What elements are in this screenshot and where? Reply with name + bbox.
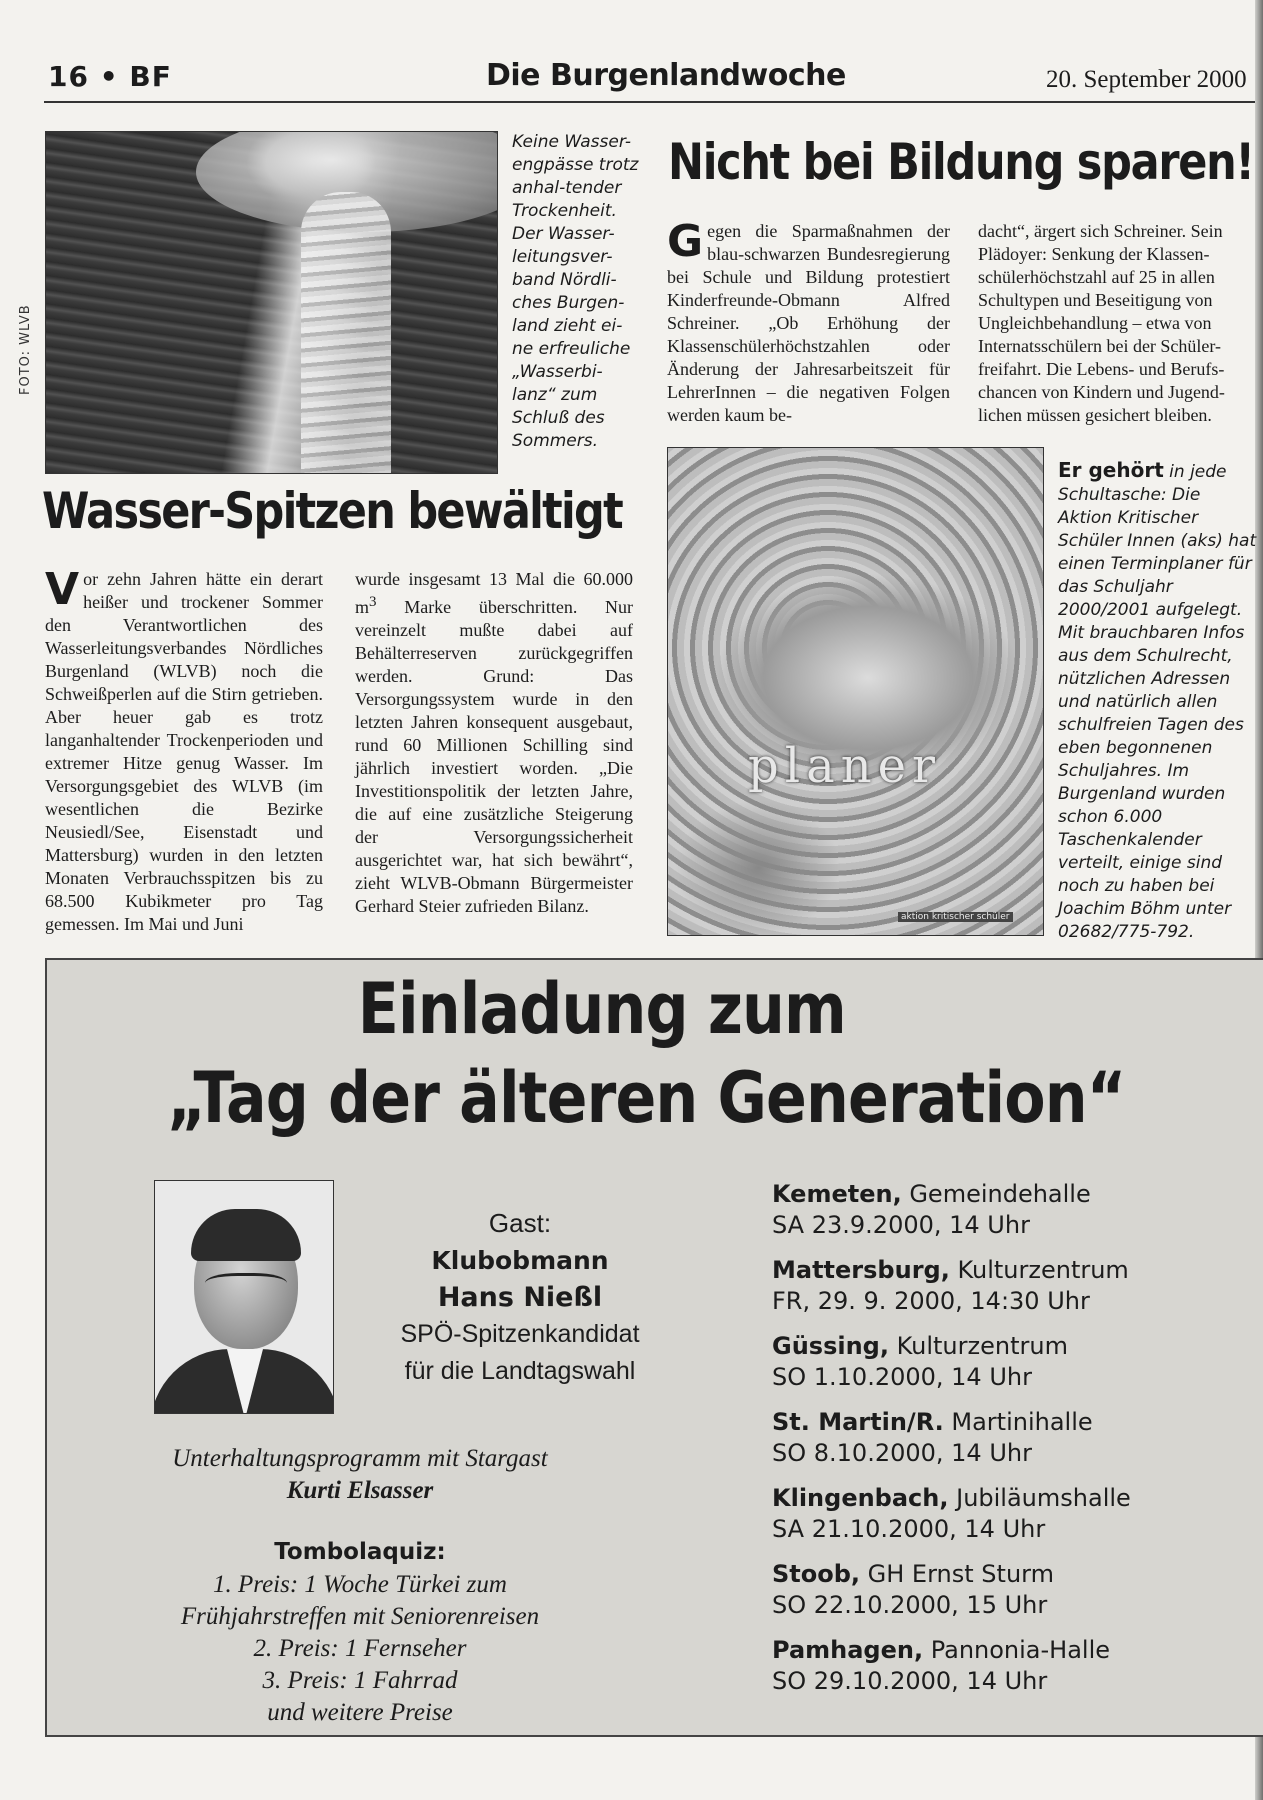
event-datetime: FR, 29. 9. 2000, 14:30 Uhr	[772, 1287, 1090, 1315]
invitation-title-text: „Tag der älteren Generation“	[167, 1057, 1126, 1139]
event-venue: GH Ernst Sturm	[860, 1560, 1054, 1588]
invitation-title-line-1	[0, 968, 1263, 1050]
water-column-2-text-a: wurde insgesamt 13 Mal die 60.000 m	[355, 569, 633, 617]
event-item	[772, 1254, 1242, 1317]
planer-caption-text: in jede Schultasche: Die Aktion Kritischer Schüler Innen (aks) hat einen Terminplaner für das Schuljahr 2000/2001 aufgelegt. Mit brauchbaren Infos aus dem Schulrecht, nützlichen Adressen und natürlich allen schulfreien Tagen des eben begonnenen Schuljahres. Im Burgenland wurden schon 6.000 Taschenkalender verteilt, einige sind noch zu haben bei Joachim Böhm unter 02682/775-792.	[1058, 462, 1257, 942]
event-item	[772, 1634, 1242, 1697]
prize-line: und weitere Preise	[267, 1699, 453, 1726]
event-datetime: SO 29.10.2000, 14 Uhr	[772, 1667, 1048, 1695]
guest-portrait	[154, 1180, 334, 1414]
event-datetime: SO 22.10.2000, 15 Uhr	[772, 1591, 1048, 1619]
tombola-block	[120, 1535, 600, 1729]
text-line: freifahrt. Die Lebens- und Berufs-	[978, 359, 1225, 379]
text-line: lichen müssen gesichert bleiben.	[978, 405, 1212, 425]
event-place: Mattersburg,	[772, 1256, 950, 1284]
star-guest: Kurti Elsasser	[286, 1477, 434, 1504]
invitation-title-line-2	[0, 1057, 1263, 1139]
event-item	[772, 1406, 1242, 1469]
dropcap: V	[45, 564, 80, 615]
event-venue: Gemeindehalle	[901, 1180, 1091, 1208]
bildung-headline: Nicht bei Bildung sparen!	[668, 133, 1254, 191]
guest-name: Hans Nießl	[437, 1282, 603, 1313]
event-datetime: SA 23.9.2000, 14 Uhr	[772, 1211, 1030, 1239]
portrait-hair	[191, 1209, 301, 1261]
planer-cover-word: planer	[748, 738, 941, 794]
text-line: schülerhöchstzahl auf 25 in allen	[978, 267, 1215, 287]
event-place: Stoob,	[772, 1560, 861, 1588]
event-item	[772, 1178, 1242, 1241]
guest-description: für die Landtagswahl	[404, 1357, 636, 1385]
event-venue: Jubiläumshalle	[948, 1484, 1131, 1512]
terminplaner-photo	[667, 447, 1044, 936]
photo-credit: FOTO: WLVB	[18, 304, 33, 395]
text-line: chancen von Kindern und Jugend-	[978, 382, 1225, 402]
event-datetime: SA 21.10.2000, 14 Uhr	[772, 1515, 1046, 1543]
planer-caption	[1058, 459, 1258, 944]
prize-line: 1. Preis: 1 Woche Türkei zum	[213, 1571, 507, 1598]
header-rule	[44, 101, 1263, 103]
prize-line: Frühjahrstreffen mit Seniorenreisen	[180, 1603, 540, 1630]
event-venue: Martinihalle	[943, 1408, 1093, 1436]
water-stream	[301, 192, 391, 474]
entertainment-text: Unterhaltungsprogramm mit Stargast	[172, 1445, 548, 1472]
bildung-column-2	[978, 220, 1258, 427]
water-column-2	[355, 568, 633, 918]
bildung-column-1	[667, 216, 950, 427]
event-datetime: SO 8.10.2000, 14 Uhr	[772, 1439, 1032, 1467]
water-photo	[45, 131, 498, 474]
invitation-title-text: Einladung zum	[357, 968, 846, 1050]
event-item	[772, 1558, 1242, 1621]
event-item	[772, 1482, 1242, 1545]
guest-block	[360, 1205, 680, 1390]
water-column-1	[45, 564, 323, 936]
issue-date: 20. September 2000	[1046, 66, 1247, 93]
text-line: dacht“, ärgert sich Schreiner. Sein	[978, 221, 1223, 241]
page-number: 16 • BF	[48, 60, 172, 93]
event-place: Klingenbach,	[772, 1484, 949, 1512]
guest-role: Klubobmann	[431, 1246, 609, 1275]
event-place: St. Martin/R.	[772, 1408, 944, 1436]
bildung-column-1-text: egen die Sparmaßnahmen der blau-schwarzen Bundesregierung bei Schule und Bildung protestiert Kinderfreunde-Obmann Alfred Schreiner. „Ob Erhöhung der Klassenschülerhöchstzahlen oder Änderung der Jahresarbeitszeit für LehrerInnen – die negativen Folgen werden kaum be-	[667, 221, 950, 425]
event-place: Güssing,	[772, 1332, 889, 1360]
prize-line: 2. Preis: 1 Fernseher	[253, 1635, 467, 1662]
event-item	[772, 1330, 1242, 1393]
event-venue: Pannonia-Halle	[923, 1636, 1111, 1664]
water-headline: Wasser-Spitzen bewältigt	[42, 482, 622, 540]
text-line: Schultypen und Beseitigung von	[978, 290, 1213, 310]
event-datetime: SO 1.10.2000, 14 Uhr	[772, 1363, 1032, 1391]
portrait-glasses	[205, 1273, 287, 1298]
guest-description: SPÖ-Spitzenkandidat	[400, 1320, 640, 1348]
water-column-1-text: or zehn Jahren hätte ein derart heißer und trockener Sommer den Verantwortlichen des Wasserleitungsverbandes Nördliches Burgenland (WLVB) noch die Schweißperlen auf die Stirn getrieben. Aber heuer gab es trotz langanhaltender Trockenperioden und extremer Hitze genug Wasser. Im Versorgungsgebiet des WLVB (im wesentlichen die Bezirke Neusiedl/See, Eisenstadt und Mattersburg) wurden in den letzten Monaten Verbrauchsspitzen bis zu 68.500 Kubikmeter pro Tag gemessen. Im Mai und Juni	[45, 569, 323, 934]
entertainment-note	[120, 1443, 600, 1507]
planer-caption-lead: Er gehört	[1058, 458, 1164, 482]
text-line: Internatsschülern bei der Schüler-	[978, 336, 1222, 356]
event-venue: Kulturzentrum	[888, 1332, 1068, 1360]
guest-label: Gast:	[488, 1208, 552, 1238]
text-line: Plädoyer: Senkung der Klassen-	[978, 244, 1210, 264]
water-photo-caption: Keine Wasser-engpässe trotz anhal-tender Trockenheit. Der Wasser-leitungsver-band Nördli-ches Burgen-land zieht ei-ne erfreuliche „Wasserbi-lanz“ zum Schluß des Sommers.	[512, 132, 639, 451]
tombola-title: Tombolaquiz:	[274, 1539, 446, 1565]
water-column-2-text-b: Marke überschritten. Nur vereinzelt mußte dabei auf Behälterreserven zurückgegriffen werden. Grund: Das Versorgungssystem wurde in den letzten Jahren konsequent ausgebaut, rund 60 Millionen Schilling sind jährlich investiert worden. „Die Investitionspolitik der letzten Jahre, die auf eine zusätzliche Steigerung der Versorgungssicherheit ausgerichtet war, hat sich bewährt“, zieht WLVB-Obmann Bürgermeister Gerhard Steier zufrieden Bilanz.	[355, 597, 633, 916]
prize-list	[120, 1569, 600, 1729]
event-place: Kemeten,	[772, 1180, 902, 1208]
event-venue: Kulturzentrum	[949, 1256, 1129, 1284]
planer-cover-footer: aktion kritischer schüler	[898, 912, 1013, 922]
text-line: Ungleichbehandlung – etwa von	[978, 313, 1212, 333]
newspaper-title: Die Burgenlandwoche	[486, 58, 846, 93]
event-list	[772, 1178, 1242, 1710]
dropcap: G	[667, 216, 704, 267]
superscript: 3	[369, 594, 377, 610]
prize-line: 3. Preis: 1 Fahrrad	[262, 1667, 458, 1694]
event-place: Pamhagen,	[772, 1636, 924, 1664]
